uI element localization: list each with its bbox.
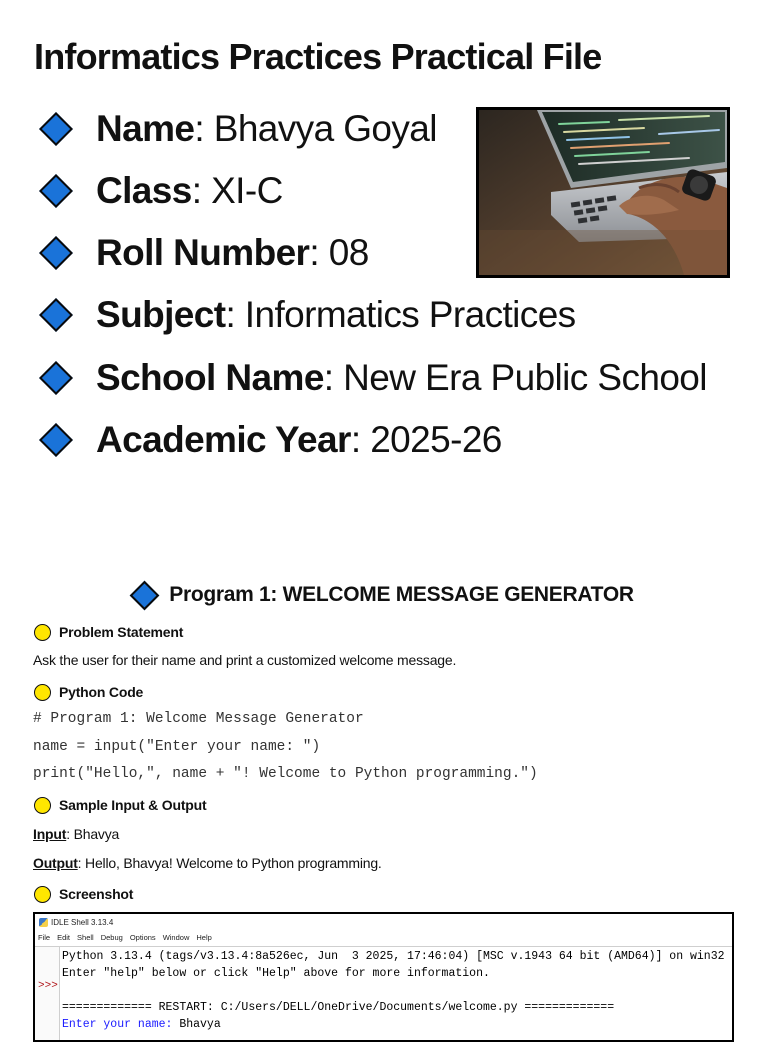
section-heading: Screenshot — [59, 886, 134, 902]
idle-input-prompt: Enter your name: — [62, 1018, 180, 1031]
yellow-circle-icon — [34, 684, 51, 701]
section-heading: Sample Input & Output — [59, 797, 207, 813]
code-line: # Program 1: Welcome Message Generator — [33, 711, 364, 727]
info-row-subject — [40, 290, 576, 340]
diamond-bullet-icon — [39, 174, 73, 208]
laptop-coding-photo-icon — [479, 110, 727, 275]
info-row-class — [40, 166, 283, 216]
diamond-bullet-icon — [39, 298, 73, 332]
code-line: name = input("Enter your name: ") — [33, 739, 321, 755]
idle-output-line: Enter "help" below or click "Help" above for more information. — [62, 967, 490, 980]
diamond-bullet-icon — [39, 236, 73, 270]
info-label: Roll Number — [96, 232, 310, 273]
document-title: Informatics Practices Practical File — [34, 36, 602, 77]
idle-console — [35, 946, 732, 1040]
sample-input — [33, 826, 119, 842]
yellow-circle-icon — [34, 797, 51, 814]
info-label: Academic Year — [96, 419, 351, 460]
info-value: : Bhavya Goyal — [194, 108, 437, 149]
program-title-text: Program 1: WELCOME MESSAGE GENERATOR — [169, 583, 634, 606]
problem-text: Ask the user for their name and print a customized welcome message. — [33, 652, 457, 668]
idle-menu-help: Help — [196, 932, 212, 942]
info-value: : New Era Public School — [323, 357, 707, 398]
input-value: : Bhavya — [66, 826, 120, 842]
info-row-name — [40, 104, 437, 154]
info-label: Subject — [96, 294, 226, 335]
section-problem-statement — [34, 621, 183, 643]
idle-menu-edit: Edit — [57, 932, 71, 942]
yellow-circle-icon — [34, 886, 51, 903]
idle-menu-file: File — [38, 932, 51, 942]
idle-gutter — [35, 947, 60, 1040]
laptop-photo — [476, 107, 730, 278]
idle-input-line — [62, 1018, 221, 1031]
idle-window-title: IDLE Shell 3.13.4 — [51, 917, 114, 927]
input-label: Input — [33, 826, 67, 842]
info-row-roll-number — [40, 228, 369, 278]
info-row-school-name — [40, 353, 707, 403]
idle-menu-options: Options — [129, 932, 156, 942]
idle-menu-shell: Shell — [77, 932, 94, 942]
diamond-bullet-icon — [39, 423, 73, 457]
info-label: Name — [96, 108, 195, 149]
section-heading: Python Code — [59, 684, 144, 700]
diamond-bullet-icon — [39, 112, 73, 146]
info-value: : 2025-26 — [350, 419, 502, 460]
idle-menu-debug: Debug — [100, 932, 123, 942]
program-title — [0, 578, 768, 612]
idle-menubar — [35, 930, 732, 944]
info-row-academic-year — [40, 415, 502, 465]
idle-titlebar — [35, 914, 732, 930]
diamond-bullet-icon — [39, 361, 73, 395]
diamond-bullet-icon — [130, 580, 160, 610]
idle-prompt: >>> — [38, 980, 58, 992]
info-value: : 08 — [309, 232, 369, 273]
yellow-circle-icon — [34, 624, 51, 641]
idle-output-line: Python 3.13.4 (tags/v3.13.4:8a526ec, Jun 3 2025, 17:46:04) [MSC v.1943 64 bit (AMD64)] on win32 — [62, 950, 725, 963]
output-value: : Hello, Bhavya! Welcome to Python programming. — [77, 855, 382, 871]
section-screenshot — [34, 883, 133, 905]
idle-menu-window: Window — [162, 932, 190, 942]
info-value: : XI-C — [191, 170, 283, 211]
info-label: Class — [96, 170, 192, 211]
idle-input-value: Bhavya — [179, 1018, 221, 1031]
section-sample-io — [34, 794, 206, 816]
sample-output — [33, 855, 382, 871]
idle-shell-screenshot — [33, 912, 734, 1042]
section-heading: Problem Statement — [59, 624, 184, 640]
idle-output-line: ============= RESTART: C:/Users/DELL/OneDrive/Documents/welcome.py ============= — [62, 1001, 615, 1014]
info-value: : Informatics Practices — [225, 294, 576, 335]
output-label: Output — [33, 855, 78, 871]
section-python-code — [34, 681, 143, 703]
python-icon — [39, 918, 48, 927]
info-label: School Name — [96, 357, 324, 398]
code-line: print("Hello,", name + "! Welcome to Python programming.") — [33, 766, 538, 782]
